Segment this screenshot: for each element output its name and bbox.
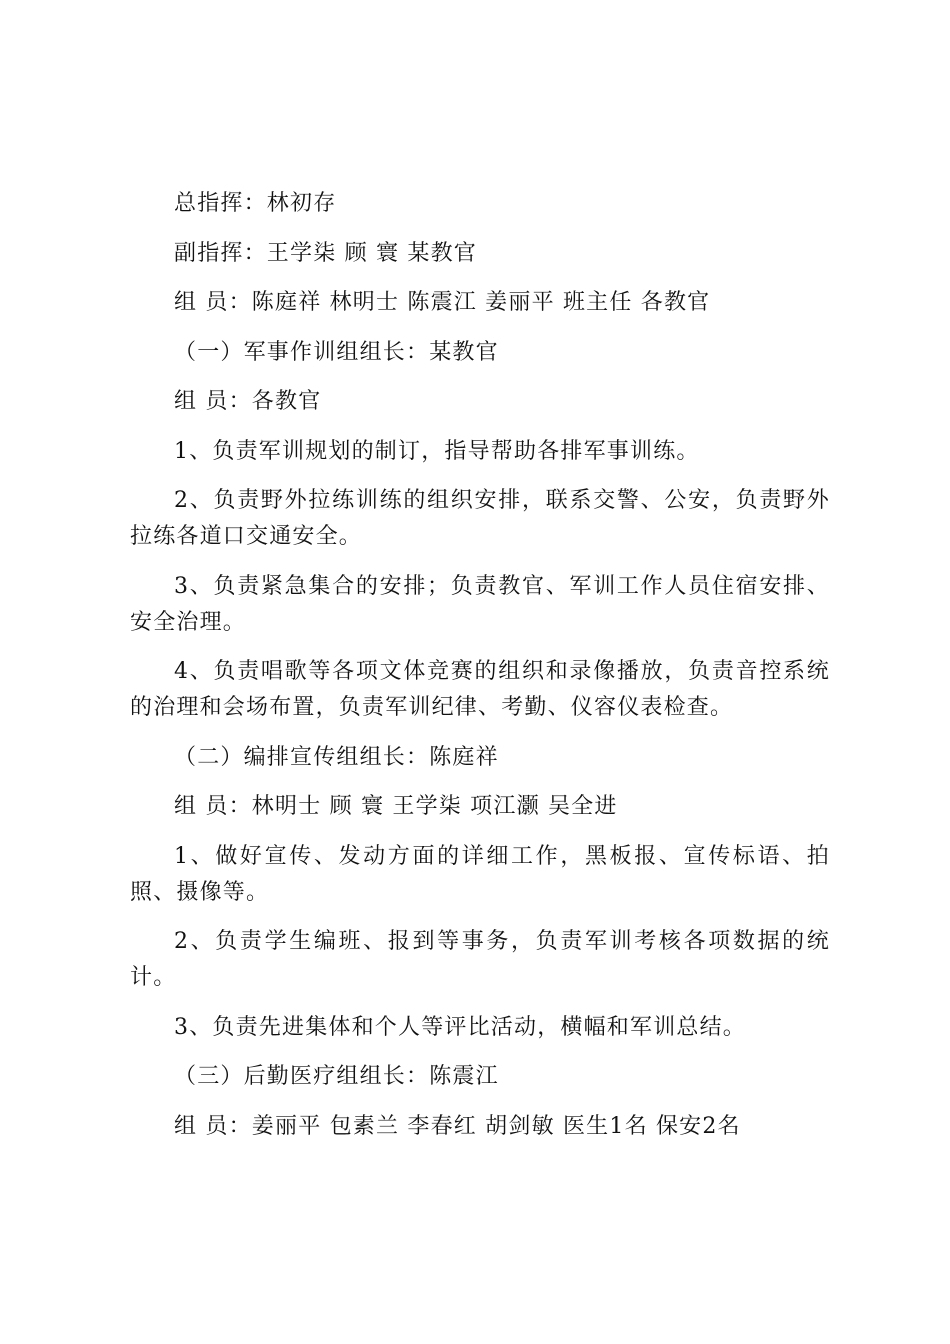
duty-item: 3、负责先进集体和个人等评比活动，横幅和军训总结。 [174,1014,746,1040]
document-body [130,186,830,1158]
duty-item: 4、负责唱歌等各项文体竞赛的组织和录像播放，负责音控系统的治理和会场布置，负责军训纪律、考勤、仪容仪表检查。 [130,659,830,720]
deputy-commander-line: 副指挥：王学柒 顾 寰 某教官 [174,240,477,266]
duty-item: 2、负责野外拉练训练的组织安排，联系交警、公安，负责野外拉练各道口交通安全。 [130,488,830,549]
members-line: 组 员：陈庭祥 林明士 陈震江 姜丽平 班主任 各教官 [174,290,711,315]
duty-item: 2、负责学生编班、报到等事务，负责军训考核各项数据的统计。 [130,929,830,990]
duty-item: 1、负责军训规划的制订，指导帮助各排军事训练。 [174,438,700,464]
members-line: 组 员：林明士 顾 寰 王学柒 项江灏 吴全进 [174,794,618,819]
duty-item: 3、负责紧急集合的安排；负责教官、军训工作人员住宿安排、安全治理。 [130,573,830,635]
section-heading-logistics: （三）后勤医疗组组长：陈震江 [174,1064,499,1089]
section-heading-military-training: （一）军事作训组组长：某教官 [174,339,499,365]
section-heading-publicity: （二）编排宣传组组长：陈庭祥 [174,744,499,770]
duty-item: 1、做好宣传、发动方面的详细工作，黑板报、宣传标语、拍照、摄像等。 [130,843,830,905]
members-line: 组 员：各教官 [174,389,322,414]
members-line: 组 员：姜丽平 包素兰 李春红 胡剑敏 医生1名 保安2名 [174,1113,741,1139]
commander-line: 总指挥：林初存 [174,191,337,216]
